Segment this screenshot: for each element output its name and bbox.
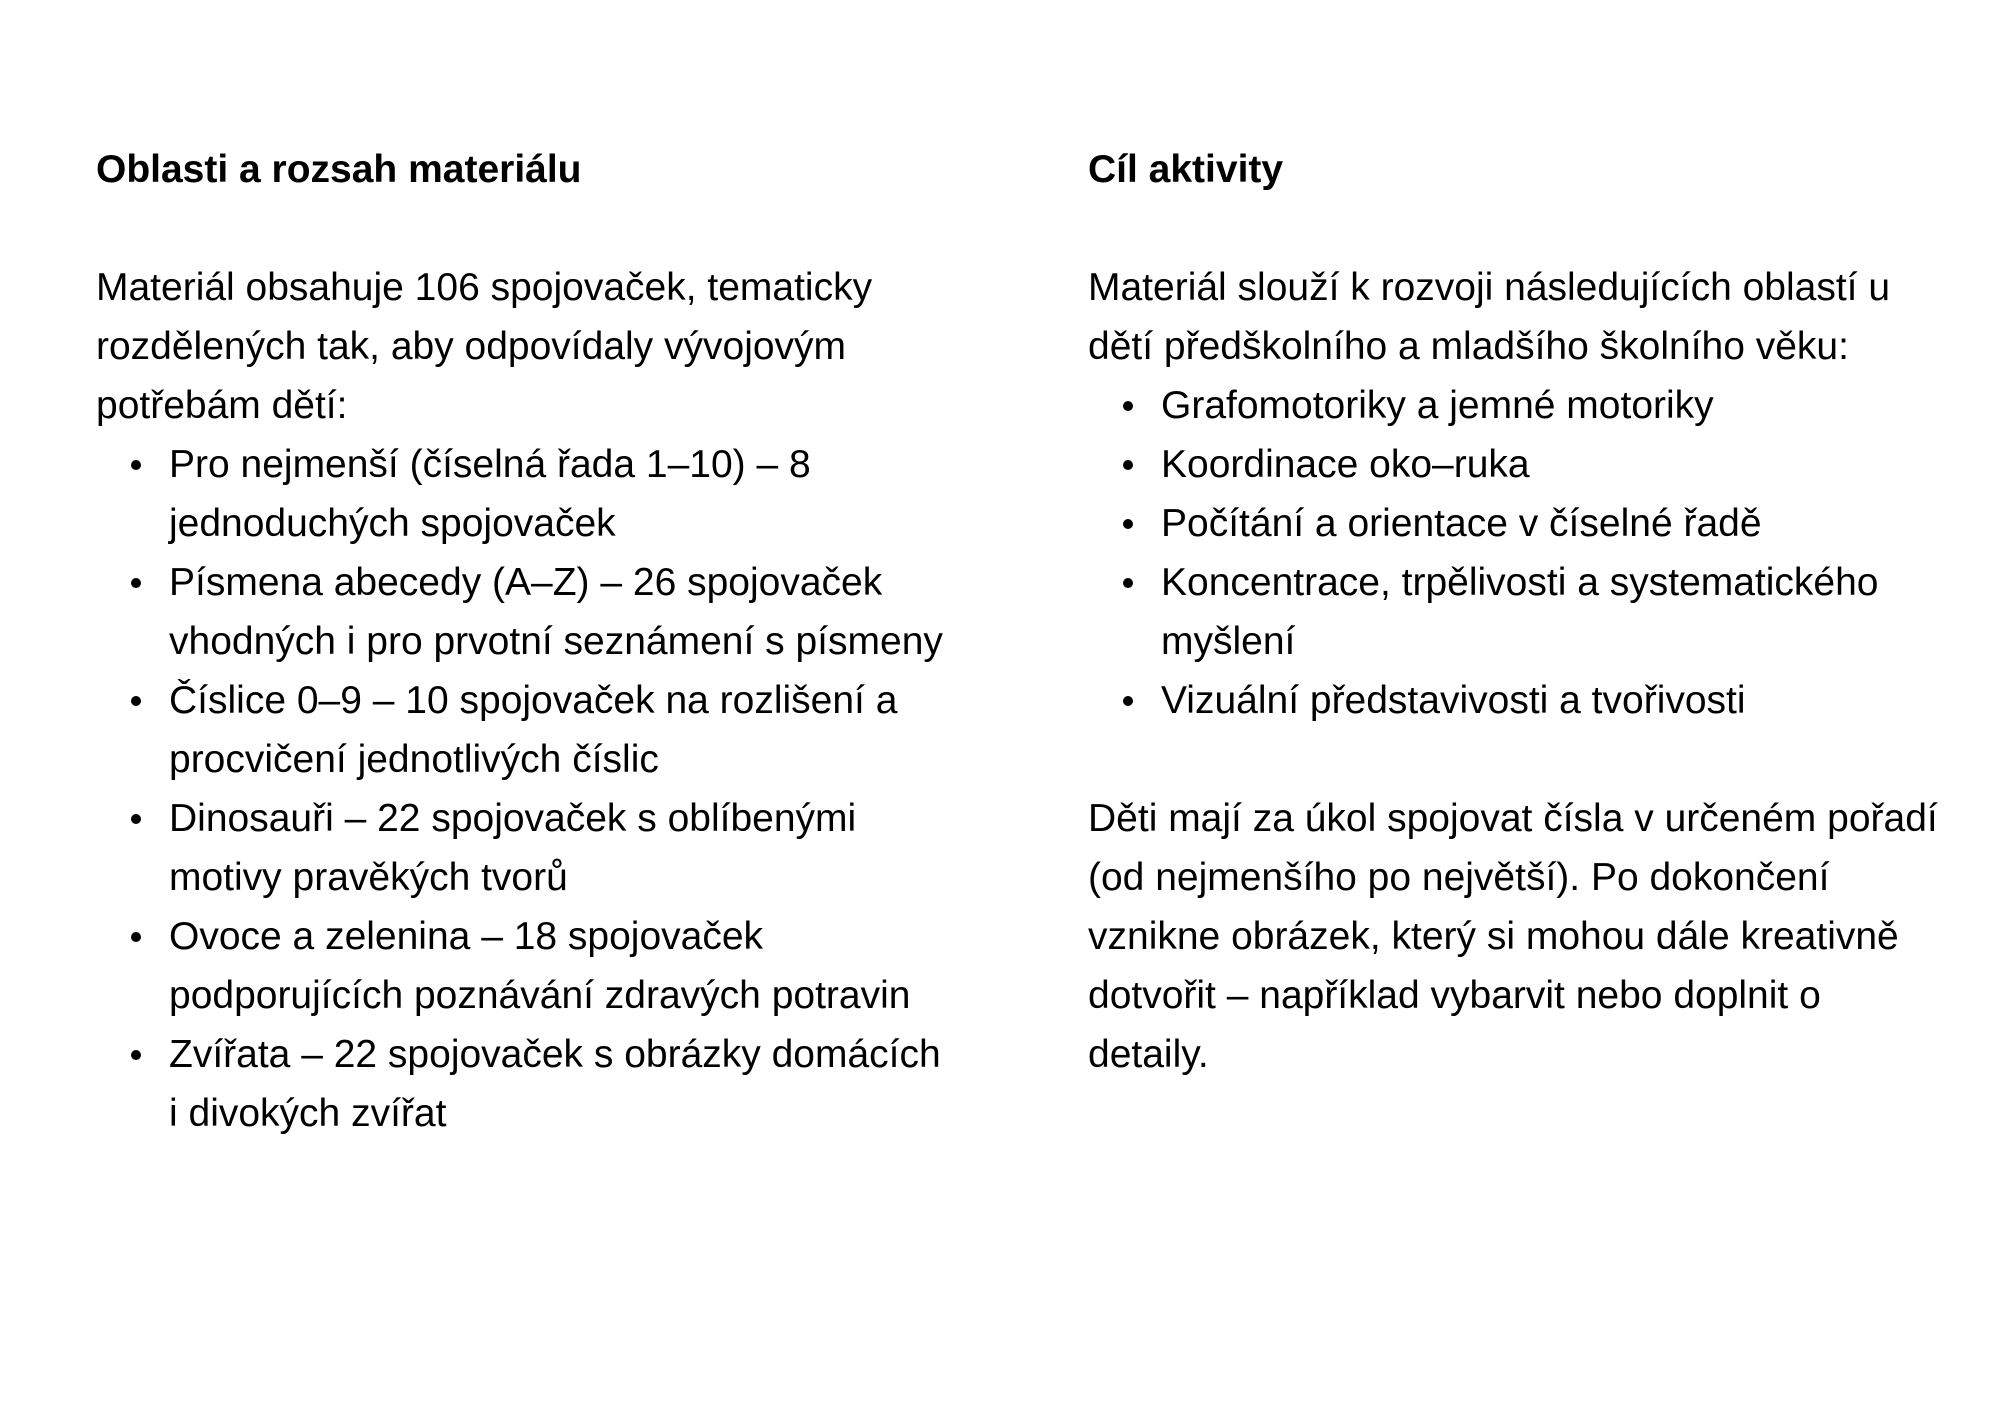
goal-intro: Materiál slouží k rozvoji následujících oblastí u dětí předškolního a mladšího školního věku:	[1088, 266, 1891, 368]
left-column	[96, 140, 956, 1143]
list-item	[1088, 376, 1948, 435]
list-item-text: Pro nejmenší (číselná řada 1–10) – 8 jednoduchých spojovaček	[169, 443, 811, 545]
bullet-icon	[131, 578, 141, 588]
bullet-icon	[1123, 401, 1133, 411]
bullet-icon	[131, 460, 141, 470]
list-item	[1088, 553, 1948, 671]
list-item	[96, 789, 956, 907]
right-column	[1088, 140, 1948, 1084]
list-item	[96, 1025, 956, 1143]
bullet-icon	[131, 814, 141, 824]
list-item	[1088, 671, 1948, 730]
section-heading-scope: Oblasti a rozsah materiálu	[96, 148, 582, 191]
spacer	[1088, 730, 1948, 789]
list-item-text: Zvířata – 22 spojovaček s obrázky domácích i divokých zvířat	[169, 1033, 941, 1135]
goal-list	[1088, 376, 1948, 730]
bullet-icon	[131, 932, 141, 942]
bullet-icon	[131, 1050, 141, 1060]
list-item-text: Koncentrace, trpělivosti a systematického myšlení	[1161, 561, 1879, 663]
list-item	[96, 671, 956, 789]
list-item-text: Dinosauři – 22 spojovaček s oblíbenými motivy pravěkých tvorů	[169, 797, 857, 899]
list-item	[1088, 435, 1948, 494]
list-item-text: Počítání a orientace v číselné řadě	[1161, 502, 1762, 545]
scope-intro: Materiál obsahuje 106 spojovaček, tematicky rozdělených tak, aby odpovídaly vývojovým potřebám dětí:	[96, 266, 873, 427]
list-item-text: Koordinace oko–ruka	[1161, 443, 1530, 486]
list-item-text: Číslice 0–9 – 10 spojovaček na rozlišení a procvičení jednotlivých číslic	[169, 679, 898, 781]
list-item-text: Písmena abecedy (A–Z) – 26 spojovaček vhodných i pro prvotní seznámení s písmeny	[169, 561, 943, 663]
list-item	[96, 553, 956, 671]
goal-closing: Děti mají za úkol spojovat čísla v určeném pořadí (od nejmenšího po největší). Po dokončení vznikne obrázek, který si mohou dále kreativně dotvořit – například vybarvit nebo doplnit o detaily.	[1088, 797, 1938, 1076]
bullet-icon	[1123, 578, 1133, 588]
bullet-icon	[1123, 460, 1133, 470]
section-heading-goal: Cíl aktivity	[1088, 148, 1284, 191]
bullet-icon	[1123, 519, 1133, 529]
scope-list	[96, 435, 956, 1143]
list-item-text: Grafomotoriky a jemné motoriky	[1161, 384, 1714, 427]
list-item	[96, 907, 956, 1025]
bullet-icon	[1123, 696, 1133, 706]
list-item	[1088, 494, 1948, 553]
list-item-text: Ovoce a zelenina – 18 spojovaček podporujících poznávání zdravých potravin	[169, 915, 911, 1017]
list-item-text: Vizuální představivosti a tvořivosti	[1161, 679, 1746, 722]
list-item	[96, 435, 956, 553]
bullet-icon	[131, 696, 141, 706]
